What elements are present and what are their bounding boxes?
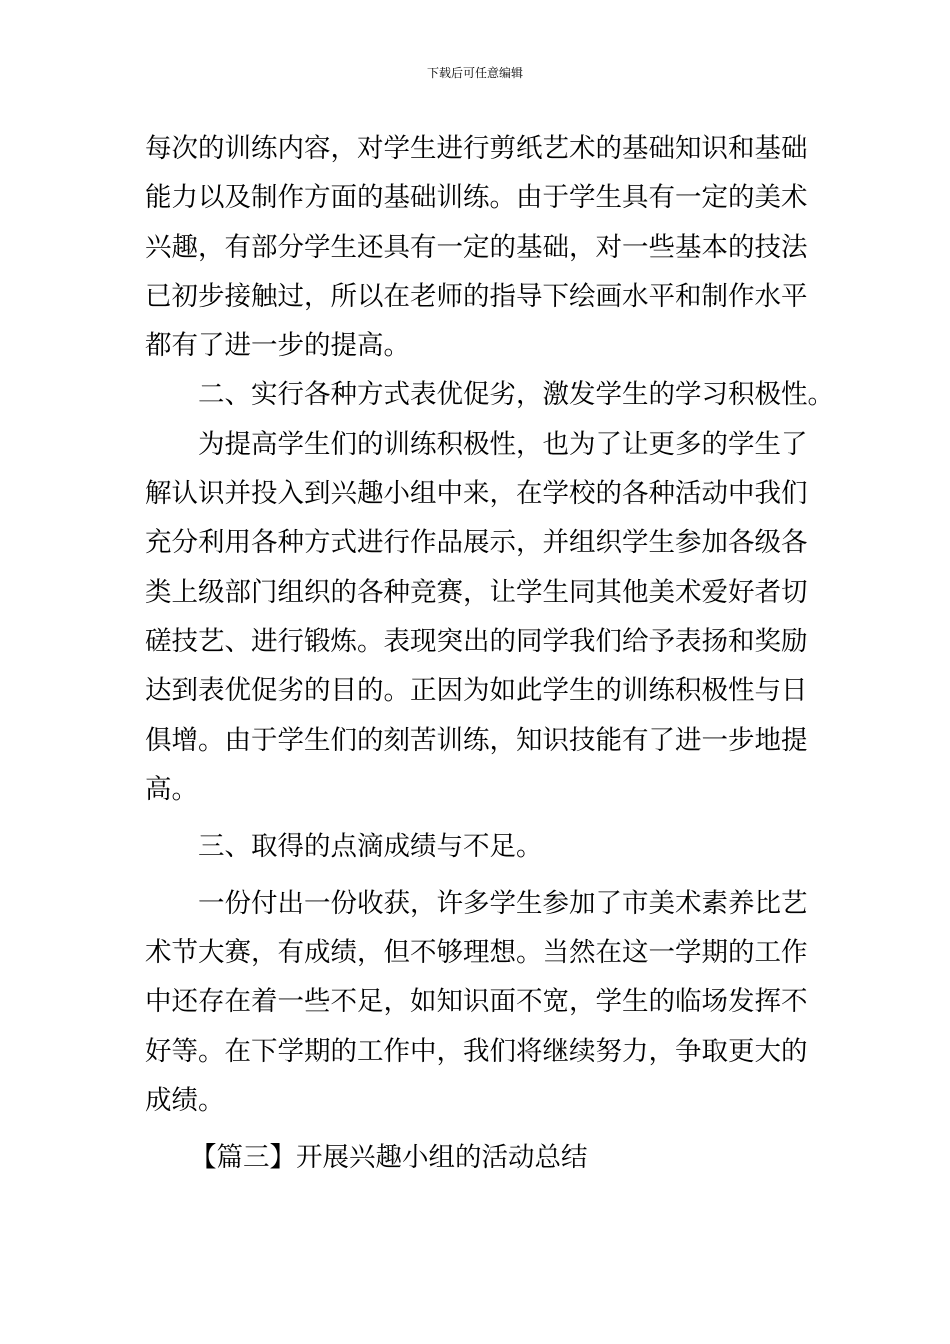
section-heading-2: 二、实行各种方式表优促劣，激发学生的学习积极性。	[198, 379, 834, 411]
paragraph-1	[145, 124, 807, 370]
text-line: 成绩。	[145, 1085, 225, 1117]
text-line: 能力以及制作方面的基础训练。由于学生具有一定的美术	[145, 182, 808, 214]
paragraph-3	[145, 879, 807, 1133]
text-line: 高。	[145, 773, 198, 805]
section-title: 【篇三】开展兴趣小组的活动总结	[190, 1142, 588, 1174]
text-line: 每次的训练内容，对学生进行剪纸艺术的基础知识和基础	[145, 133, 808, 164]
text-line: 中还存在着一些不足，如知识面不宽，学生的临场发挥不	[145, 986, 808, 1018]
text-line: 术节大赛，有成绩，但不够理想。当然在这一学期的工作	[145, 937, 808, 969]
text-line: 俱增。由于学生们的刻苦训练，知识技能有了进一步地提	[145, 724, 808, 756]
text-line: 兴趣，有部分学生还具有一定的基础，对一些基本的技法	[145, 231, 808, 263]
text-line: 好等。在下学期的工作中，我们将继续努力，争取更大的	[145, 1035, 808, 1067]
text-line: 类上级部门组织的各种竞赛，让学生同其他美术爱好者切	[145, 576, 808, 608]
text-line: 充分利用各种方式进行作品展示，并组织学生参加各级各	[145, 527, 808, 559]
text-line: 一份付出一份收获，许多学生参加了市美术素养比艺	[198, 887, 808, 919]
paragraph-2	[145, 420, 807, 822]
text-line: 解认识并投入到兴趣小组中来，在学校的各种活动中我们	[145, 478, 808, 510]
text-line: 为提高学生们的训练积极性，也为了让更多的学生了	[198, 428, 808, 460]
text-line: 都有了进一步的提高。	[145, 330, 410, 362]
document-body	[145, 124, 834, 1182]
text-line: 磋技艺、进行锻炼。表现突出的同学我们给予表扬和奖励	[145, 625, 808, 657]
section-heading-3: 三、取得的点滴成绩与不足。	[198, 830, 543, 862]
text-line: 达到表优促劣的目的。正因为如此学生的训练积极性与日	[145, 675, 808, 707]
page-header: 下载后可任意编辑	[426, 66, 523, 80]
text-line: 已初步接触过，所以在老师的指导下绘画水平和制作水平	[145, 280, 808, 312]
